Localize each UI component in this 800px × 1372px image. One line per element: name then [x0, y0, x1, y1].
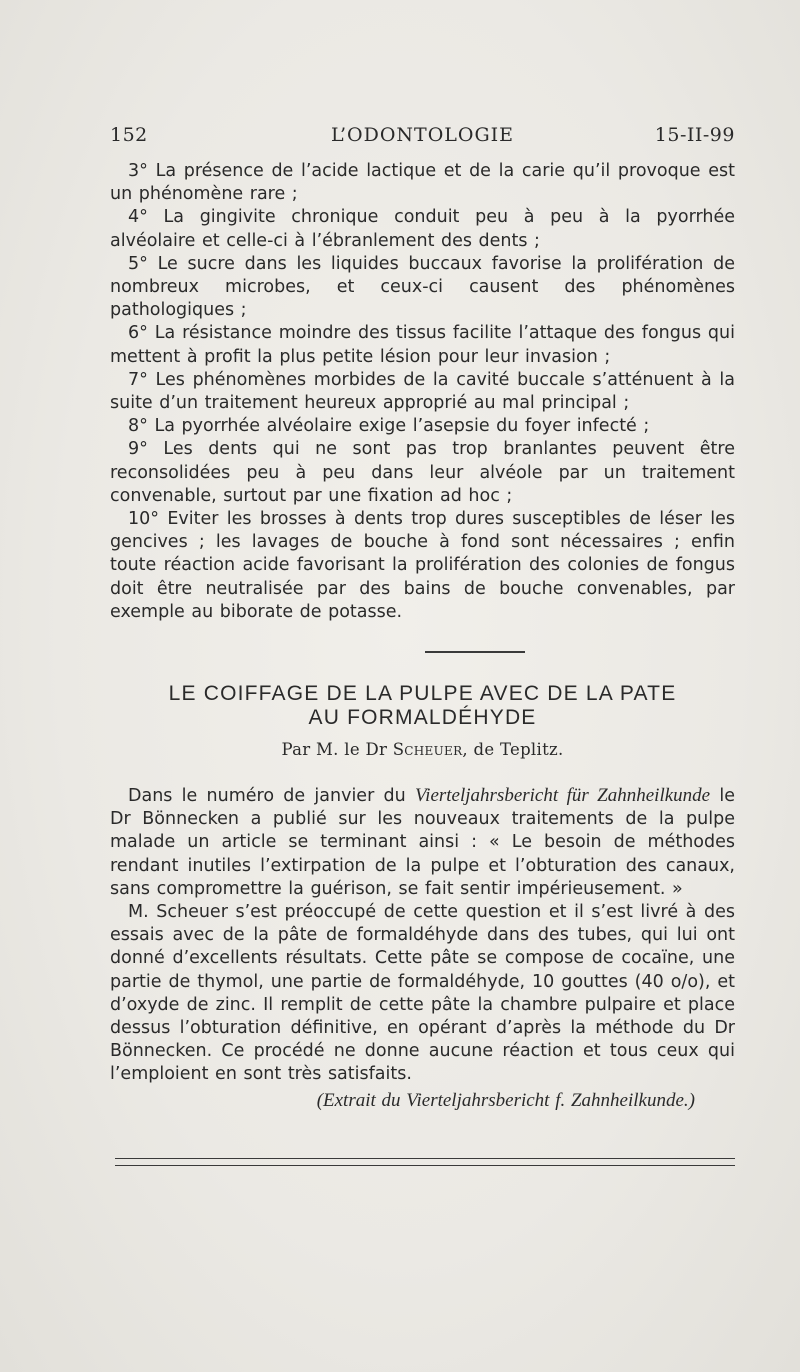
- list-item: 10° Eviter les brosses à dents trop dures susceptibles de léser les gencives ; les lavages de bouche à fond sont nécessaires ; enfin toute réaction acide favorisant la prolifération des colonies de fongus doit être neutralisée par des bains de bouche convenables, par exemple au biborate de potasse.: [110, 509, 735, 622]
- section-divider: [425, 651, 525, 653]
- byline-suffix: , de Teplitz.: [462, 740, 564, 759]
- article-title: [110, 682, 735, 730]
- journal-title: L’ODONTOLOGIE: [330, 124, 515, 146]
- list-item: 3° La présence de l’acide lactique et de la carie qu’il provoque est un phénomène rare ;: [110, 161, 735, 205]
- list-item: 5° Le sucre dans les liquides buccaux favorise la prolifération de nombreux microbes, et ceux-ci causent des phénomènes pathologiques ;: [110, 253, 735, 321]
- conclusions-list: [110, 160, 735, 624]
- paragraph-text: le Dr Bönnecken a publié sur les nouveaux traitements de la pulpe malade un article se terminant ainsi : « Le besoin de méthodes rendant inutiles l’extirpation de la pulpe et l’obturation des canaux, sans compromettre la guérison, se fait sentir impérieusement. »: [110, 786, 736, 899]
- list-item: 7° Les phénomènes morbides de la cavité buccale s’atténuent à la suite d’un traitement heureux approprié au mal principal ;: [110, 369, 735, 414]
- article-paragraph-2: M. Scheuer s’est préoccupé de cette question et il s’est livré à des essais avec de la pâte de formaldéhyde dans des tubes, qui lui ont donné d’excellents résultats. Cette pâte se compose de cocaïne, une partie de thymol, une partie de formaldéhyde, 10 gouttes (40 o/o), et d’oxyde de zinc. Il remplit de cette pâte la chambre pulpaire et place dessus l’obturation définitive, en opérant d’après la méthode du Dr Bönnecken. Ce procédé ne donne aucune réaction et tous ceux qui l’emploient en sont très satisfaits.: [110, 902, 735, 1085]
- article-paragraph-1: [110, 784, 735, 901]
- article-title-line-1: LE COIFFAGE DE LA PULPE AVEC DE LA PATE: [168, 682, 677, 705]
- paragraph-text: Dans le numéro de janvier du: [128, 786, 415, 806]
- article-body: [110, 784, 735, 1112]
- byline: [110, 740, 735, 759]
- article-title-line-2: AU FORMALDÉHYDE: [308, 706, 537, 729]
- byline-prefix: Par M. le Dr: [281, 740, 393, 759]
- running-header: [110, 124, 735, 150]
- list-item: 6° La résistance moindre des tissus facilite l’attaque des fongus qui mettent à profit la plus petite lésion pour leur invasion ;: [110, 323, 735, 367]
- list-item: 9° Les dents qui ne sont pas trop branlantes peuvent être reconsolidées peu à peu dans leur alvéole par un traitement convenable, surtout par une fixation ad hoc ;: [110, 439, 735, 506]
- journal-name: Vierteljahrsbericht für Zahnheilkunde: [414, 785, 711, 806]
- end-divider: [115, 1158, 735, 1166]
- list-item: 4° La gingivite chronique conduit peu à peu à la pyorrhée alvéolaire et celle-ci à l’ébranlement des dents ;: [110, 207, 735, 251]
- source-citation: (Extrait du Vierteljahrsbericht f. Zahnheilkunde.): [316, 1089, 695, 1111]
- page-number: 152: [110, 124, 148, 146]
- list-item: 8° La pyorrhée alvéolaire exige l’asepsie du foyer infecté ;: [128, 416, 650, 437]
- issue-date: 15-II-99: [654, 124, 735, 146]
- byline-author: Scheuer: [392, 740, 463, 759]
